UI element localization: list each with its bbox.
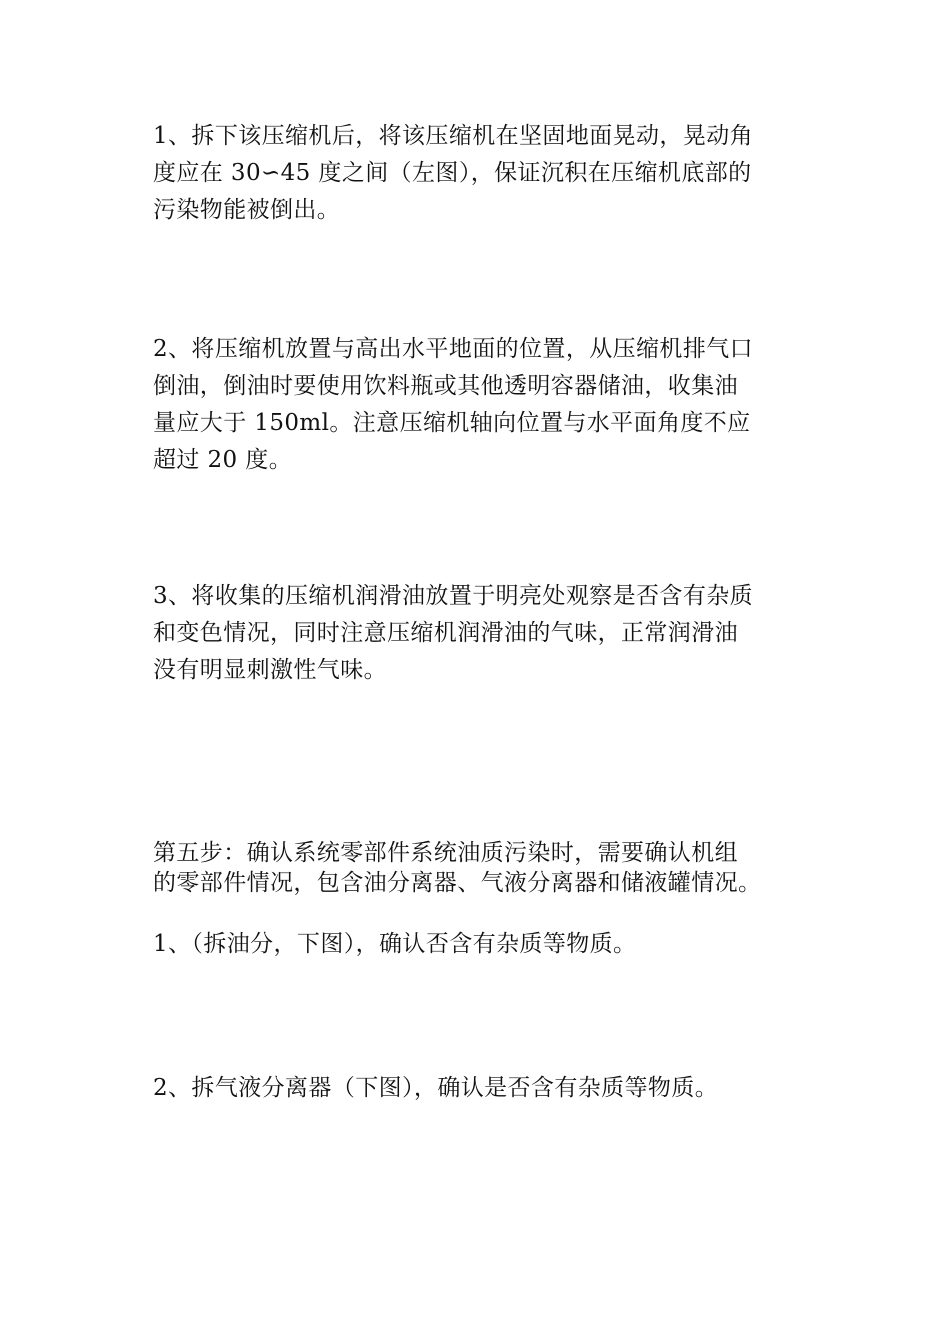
text-line: 度应在 30∽45 度之间（左图），保证沉积在压缩机底部的 [153,160,752,186]
paragraph-step-five [153,838,793,898]
text-line: 倒油，倒油时要使用饮料瓶或其他透明容器储油，收集油 [153,373,738,399]
text-line: 2、拆气液分离器（下图），确认是否含有杂质等物质。 [153,1075,719,1101]
paragraph-step-2 [153,331,793,479]
text-line: 1、（拆油分，下图），确认否含有杂质等物质。 [153,931,637,957]
text-line: 1、拆下该压缩机后，将该压缩机在坚固地面晃动，晃动角 [153,123,754,149]
text-line: 的零部件情况，包含油分离器、气液分离器和储液罐情况。 [153,870,762,896]
paragraph-step-3 [153,578,793,689]
text-line: 污染物能被倒出。 [153,197,341,223]
text-line: 和变色情况，同时注意压缩机润滑油的气味，正常润滑油 [153,620,738,646]
text-line: 量应大于 150ml。注意压缩机轴向位置与水平面角度不应 [153,410,751,436]
text-line: 没有明显刺激性气味。 [153,657,387,683]
text-line: 3、将收集的压缩机润滑油放置于明亮处观察是否含有杂质 [153,583,754,609]
paragraph-step-five-1 [153,929,793,959]
text-line: 超过 20 度。 [153,447,293,473]
paragraph-step-five-2 [153,1073,793,1103]
text-line: 2、将压缩机放置与高出水平地面的位置，从压缩机排气口 [153,336,754,362]
text-line: 第五步：确认系统零部件系统油质污染时，需要确认机组 [153,840,738,866]
paragraph-step-1 [153,118,793,229]
